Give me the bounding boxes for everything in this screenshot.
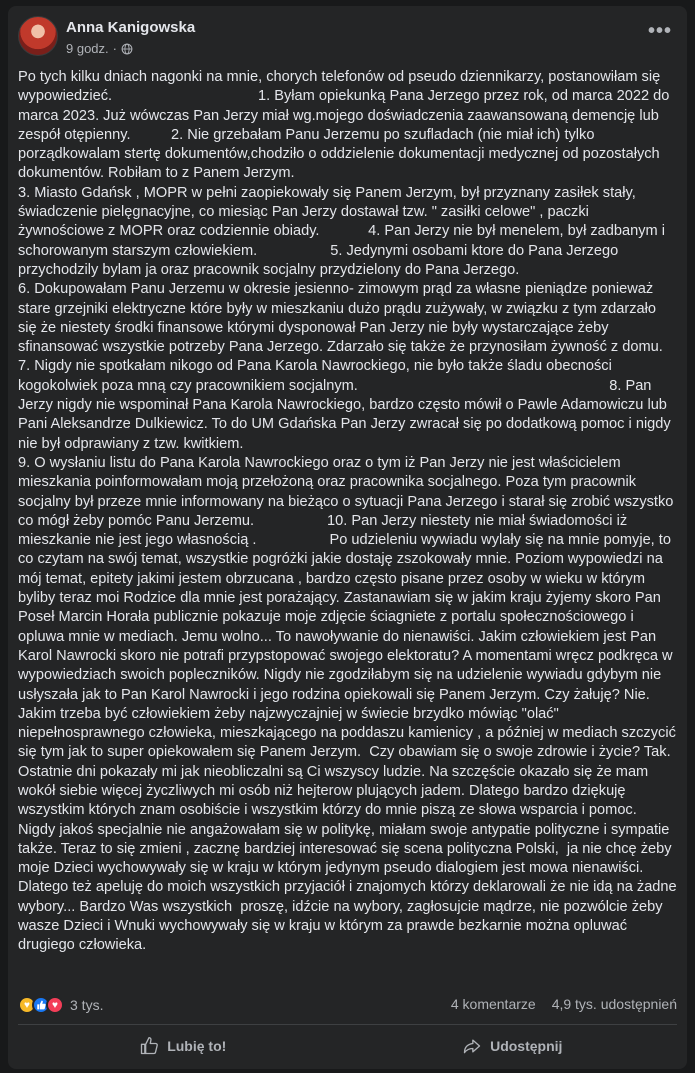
- post-actions: [18, 1028, 677, 1064]
- facebook-post: [8, 6, 687, 1069]
- like-button-label: Lubię to!: [167, 1038, 227, 1054]
- reactions-summary[interactable]: [18, 996, 103, 1014]
- share-button[interactable]: [348, 1028, 678, 1064]
- shares-count[interactable]: 4,9 tys. udostępnień: [551, 996, 677, 1012]
- author-name[interactable]: Anna Kanigowska: [66, 19, 196, 36]
- post-text: Po tych kilku dniach nagonki na mnie, chorych telefonów od pseudo dziennikarzy, postanowiłam się wypowiedzieć. 1. Byłam opiekunką Pana Jerzego przez rok, od marca 2022 do marca 2023. Już wówczas Pan Jerzy miał wg.mojego doświadczenia zaawansowaną demencję lub zespół otępienny. 2. Nie grzebałam Panu Jerzemu po szufladach (nie miał ich) tylko porządkowalam stertę dokumentów,chodziło o oddzielenie dokumentacji medycznej od pozostałych dokumentów. Robiłam to z Panem Jerzym. 3. Miasto Gdańsk , MOPR w pełni zaopiekowały się Panem Jerzym, był przyznany zasiłek stały, świadczenie pielęgnacyjne, co miesiąc Pan Jerzy dostawał tzw. " zasiłki celowe" , paczki żywnościowe z MOPR oraz codziennie obiady. 4. Pan Jerzy nie był menelem, był zadbanym i schorowanym starszym człowiekiem. 5. Jedynymi osobami ktore do Pana Jerzego przychodzily bylam ja oraz pracownik socjalny przydzielony do Pana Jerzego. 6. Dokupowałam Panu Jerzemu w okresie jesienno- zimowym prąd za własne pieniądze ponieważ stare grzejniki elektryczne które były w mieszkaniu dużo prądu zużywały, w związku z tym zdarzało się że niestety środki finansowe którymi dysponował Pan Jerzy nie były wystarczające żeby sfinansować wszystkie potrzeby Pana Jerzego. Zdarzało się także że przynosiłam żywność z domu. 7. Nigdy nie spotkałam nikogo od Pana Karola Nawrockiego, nie było także śladu obecności kogokolwiek poza mną czy pracownikiem socjalnym. 8. Pan Jerzy nigdy nie wspominał Pana Karola Nawrockiego, bardzo często mówił o Pawle Adamowiczu lub Pani Aleksandrze Dulkiewicz. To do UM Gdańska Pan Jerzy zwracał się po dodatkową pomoc i nigdy nie był odprawiany z tzw. kwitkiem. 9. O wysłaniu listu do Pana Karola Nawrockiego oraz o tym iż Pan Jerzy nie jest właścicielem mieszkania poinformowałam moją przełożoną oraz pracownika socjalnego. Poza tym pracownik socjalny był przeze mnie informowany na bieżąco o sytuacji Pana Jerzego i starał się zrobić wszystko co mógł żeby pomóc Panu Jerzemu. 10. Pan Jerzy niestety nie miał świadomości iż mieszkanie nie jest jego własnością . Po udzieleniu wywiadu wylały się na mnie pomyje, to co czytam na swój temat, wszystkie pogróżki jakie dostaję zszokowały mnie. Poziom wypowiedzi na mój temat, epitety jakimi jestem obrzucana , bardzo często pisane przez osoby w wieku w którym byliby teraz moi Rodzice dla mnie jest porażający. Zastanawiam się w jakim kraju żyjemy skoro Pan Poseł Marcin Horała publicznie pokazuje moje zdjęcie ściagniete z portalu społecznościowego i opluwa mnie w mediach. Jemu wolno... To nawoływanie do nienawiści. Jakim człowiekiem jest Pan Karol Nawrocki skoro nie potrafi przypstopować swojego elektoratu? A momentami wręcz podkręca w wypowiedziach swoich popleczników. Nigdy nie zgodziłabym się na udzielenie wywiadu gdybym nie usłyszała jak to Pan Karol Nawrocki i jego rodzina opiekowali się Panem Jerzym. Czy żałuję? Nie. Jakim trzeba być człowiekiem żeby najzwyczajniej w świecie brzydko mówiąc "olać" niepełnosprawnego człowieka, mieszkającego na poddaszu kamienicy , a później w mediach szczycić się tym jak to super opiekowałem się Panem Jerzym. Czy obawiam się o swoje zdrowie i życie? Tak. Ostatnie dni pokazały mi jak nieobliczalni są Ci wszyscy ludzie. Na szczęście okazało się że mam wokół siebie więcej życzliwych mi osób niż hejterow plujących jadem. Dlatego bardzo dziękuję wszystkim których znam osobiście i wszystkim którzy do mnie piszą ze słowa wsparcia i pomoc. Nigdy jakoś specjalnie nie angażowałam się w politykę, miałam swoje antypatie polityczne i sympatie także. Teraz to się zmieni , zacznę bardziej interesować się scena polityczna Polski, ja nie chcę żeby moje Dzieci wychowywały się w kraju w którym jedynym pseudo dialogiem jest mowa nienawiści. Dlatego też apeluję do moich wszystkich przyjaciół i znajomych którzy deklarowali że nie idą na żadne wybory... Bardzo Was wszystkich proszę, idźcie na wybory, zagłosujcie mądrze, nie pozwólcie żeby wasze Dzieci i Wnuki wychowywały się w kraju w którym za prawde bezkarnie można opluwać drugiego człowieka.: [18, 69, 677, 954]
- author-avatar[interactable]: [18, 16, 58, 56]
- thumbs-up-icon: [139, 1036, 159, 1056]
- more-options-icon[interactable]: •••: [647, 20, 672, 42]
- like-button[interactable]: [18, 1028, 348, 1064]
- post-stats: [18, 994, 677, 1018]
- engagement-counts: [451, 996, 677, 1012]
- meta-separator: ·: [112, 41, 117, 56]
- care-reaction-icon: ♥: [18, 996, 36, 1014]
- actions-divider: [18, 1024, 677, 1025]
- comments-count[interactable]: 4 komentarze: [450, 996, 536, 1012]
- post-header: [18, 16, 677, 60]
- share-arrow-icon: [462, 1036, 482, 1056]
- post-meta: [66, 41, 133, 56]
- reactions-count[interactable]: 3 tys.: [70, 997, 104, 1013]
- post-time[interactable]: 9 godz.: [66, 41, 109, 56]
- share-button-label: Udostępnij: [490, 1038, 563, 1054]
- love-reaction-icon: ♥: [46, 996, 64, 1014]
- globe-icon[interactable]: [121, 43, 133, 55]
